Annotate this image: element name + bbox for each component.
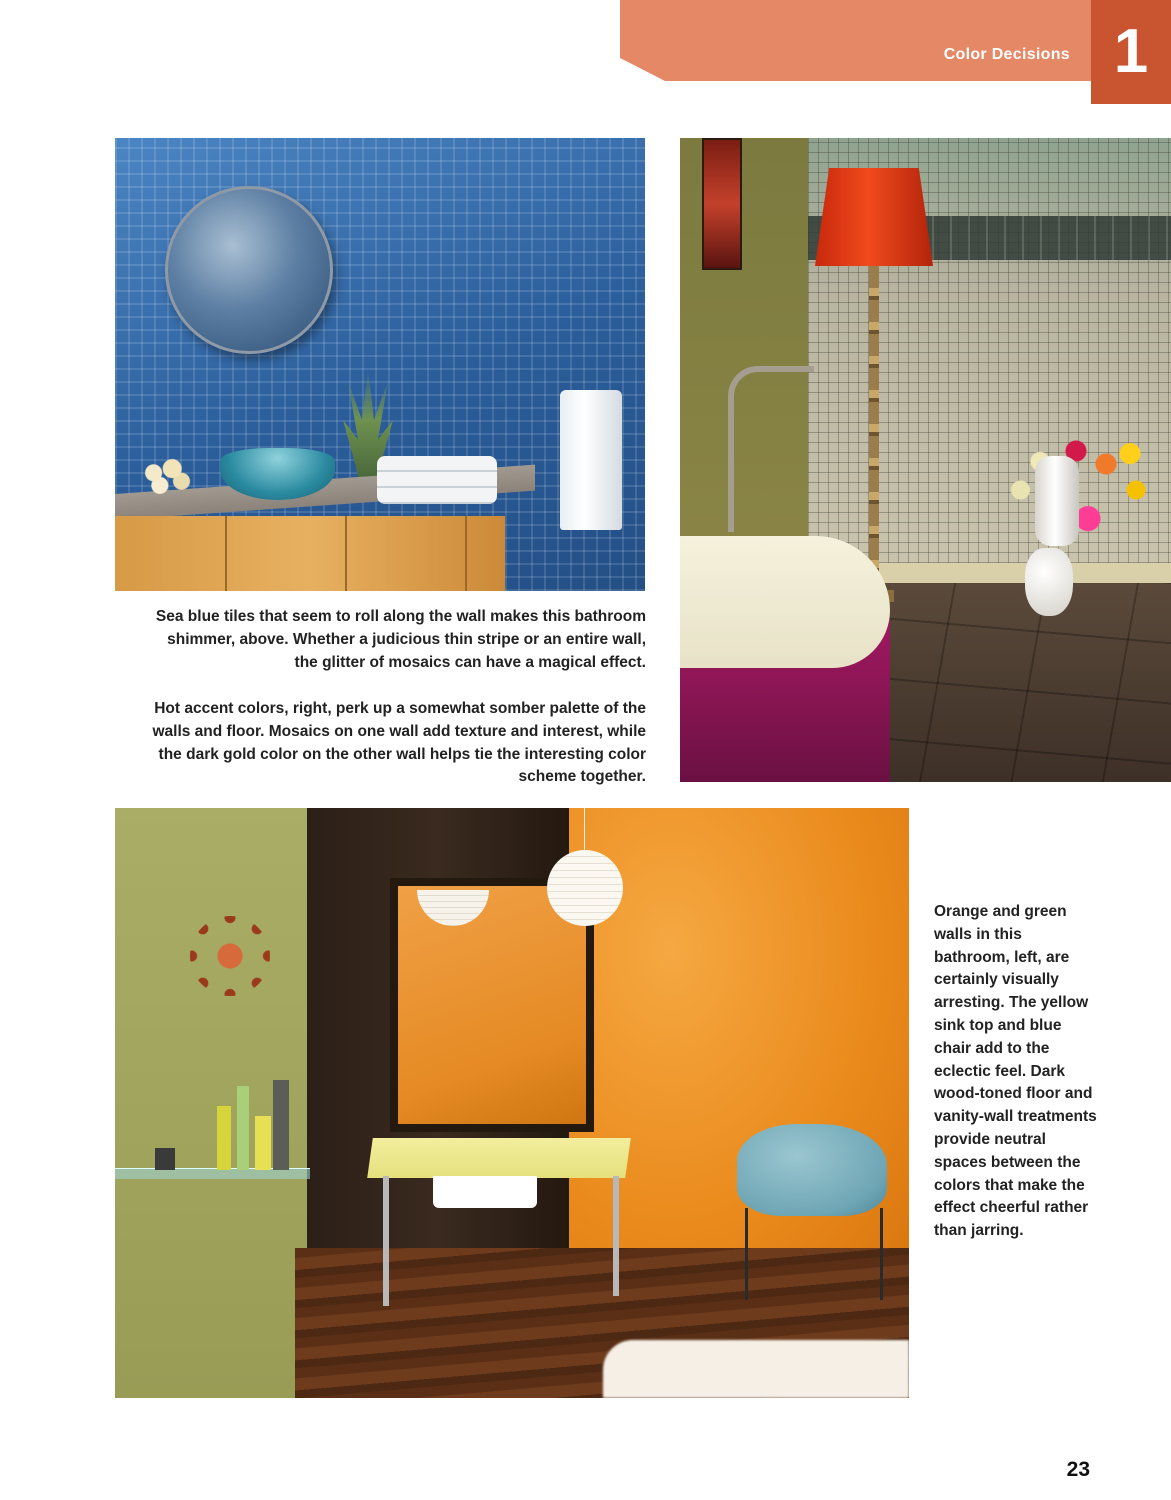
sunburst-wall-clock <box>190 916 270 996</box>
hanging-towel <box>560 390 622 530</box>
pendant-cord <box>584 808 585 852</box>
photo-blue-mosaic-bathroom <box>115 138 645 591</box>
photo-orange-green-bathroom <box>115 808 909 1398</box>
chair-legs <box>745 1208 883 1300</box>
caption-blue-mosaic: Sea blue tiles that seem to roll along the wall makes this bathroom shimmer, above. Whether a judicious thin stripe or an entire wall, the glitter of mosaics can have a magical effect. <box>155 608 646 671</box>
caption-orange-green: Orange and green walls in this bathroom, left, are certainly visually arresting. The yellow sink top and blue chair add to the eclectic feel. Dark wood-toned floor and vanity-wall treatments provide neutral spaces between the colors that make the effect cheerful rather than jarring. <box>934 903 1097 1240</box>
section-title: Color Decisions <box>943 46 1070 63</box>
folded-towels <box>377 456 497 504</box>
round-mirror <box>165 186 333 354</box>
console-leg <box>613 1176 619 1296</box>
tub-faucet <box>728 366 814 532</box>
wood-vanity-cabinet <box>115 516 505 591</box>
console-leg <box>383 1176 389 1306</box>
pendant-lamp <box>547 850 623 926</box>
wall-art <box>702 138 742 270</box>
red-lamp-shade <box>815 168 933 266</box>
yellow-sink-top <box>367 1138 631 1178</box>
blue-chair <box>737 1124 887 1216</box>
floor-lamp-pole <box>869 266 879 596</box>
caption-hot-accents: Hot accent colors, right, perk up a somewhat somber palette of the walls and floor. Mosaics on one wall add texture and interest, while the dark gold color on the other wall helps tie the interesting color scheme together. <box>152 700 646 786</box>
chapter-header-bar <box>620 0 1091 81</box>
candle <box>155 1148 175 1170</box>
page-number: 23 <box>1066 1458 1090 1481</box>
photo-mosaic-wall-pink-tub <box>680 138 1171 782</box>
sink-basin <box>433 1176 537 1208</box>
tub-interior <box>680 536 890 668</box>
glass-vases <box>213 1076 293 1170</box>
tall-white-vase <box>1035 456 1079 546</box>
white-vase <box>1025 548 1073 616</box>
shag-rug <box>603 1340 909 1398</box>
chapter-number-badge: 1 <box>1091 0 1171 104</box>
flowers <box>135 456 197 498</box>
